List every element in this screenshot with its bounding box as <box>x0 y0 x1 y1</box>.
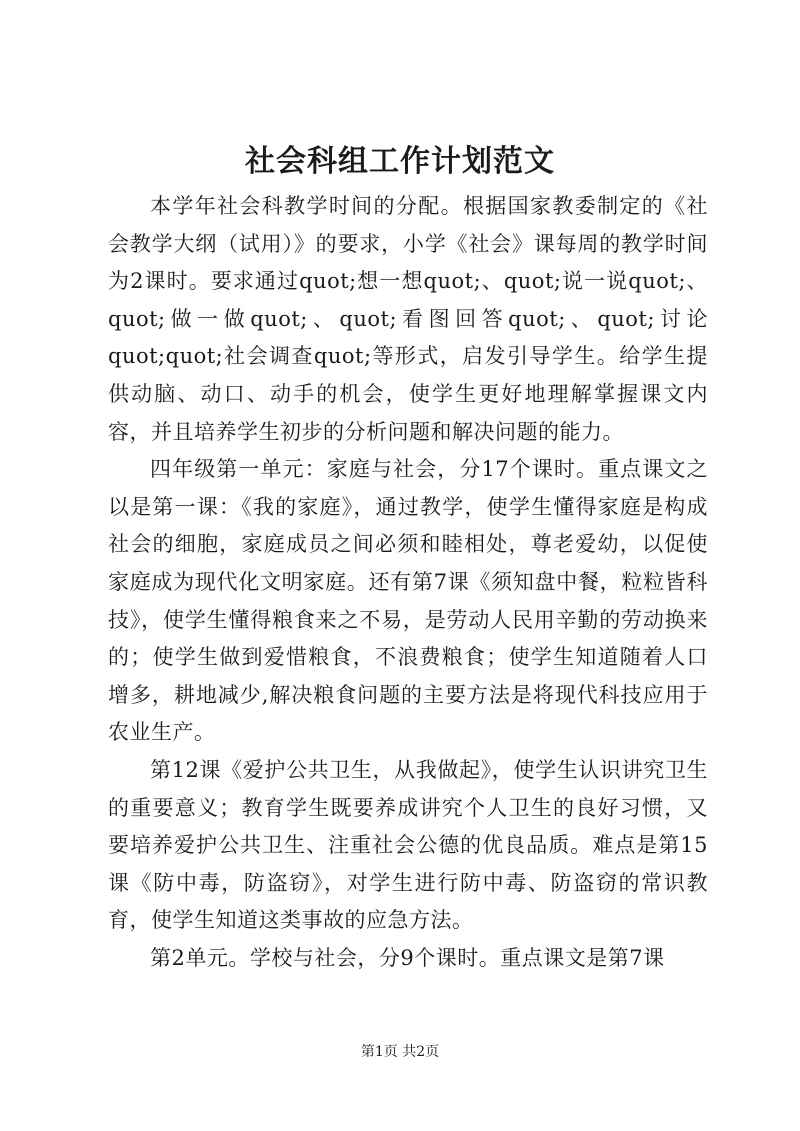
document-body <box>108 188 708 977</box>
paragraph-1: 本学年社会科教学时间的分配。根据国家教委制定的《社会教学大纲（试用）》的要求，小学《社会》课每周的教学时间为2课时。要求通过quot;想一想quot;、quot;说一说quot;、quot;做一做quot;、quot;看图回答quot;、quot;讨论quot;quot;社会调查quot;等形式，启发引导学生。给学生提供动脑、动口、动手的机会，使学生更好地理解掌握课文内容，并且培养学生初步的分析问题和解决问题的能力。 <box>108 194 708 444</box>
paragraph-4: 第2单元。学校与社会，分9个课时。重点课文是第7课 <box>150 945 665 970</box>
paragraph-2: 四年级第一单元：家庭与社会，分17个课时。重点课文之以是第一课：《我的家庭》，通过教学，使学生懂得家庭是构成社会的细胞，家庭成员之间必须和睦相处，尊老爱幼，以促使家庭成为现代化文明家庭。还有第7课《须知盘中餐，粒粒皆科技》，使学生懂得粮食来之不易，是劳动人民用辛勤的劳动换来的；使学生做到爱惜粮食，不浪费粮食；使学生知道随着人口增多，耕地减少,解决粮食问题的主要方法是将现代科技应用于农业生产。 <box>108 457 708 745</box>
document-title: 社会科组工作计划范文 <box>245 144 555 179</box>
page-footer <box>0 1042 800 1062</box>
page-number: 第1页 共2页 <box>360 1044 440 1060</box>
paragraph-3: 第12课《爱护公共卫生，从我做起》，使学生认识讲究卫生的重要意义；教育学生既要养成讲究个人卫生的良好习惯，又要培养爱护公共卫生、注重社会公德的优良品质。难点是第15课《防中毒，防盗窃》，对学生进行防中毒、防盗窃的常识教育，使学生知道这类事故的应急方法。 <box>108 757 708 933</box>
